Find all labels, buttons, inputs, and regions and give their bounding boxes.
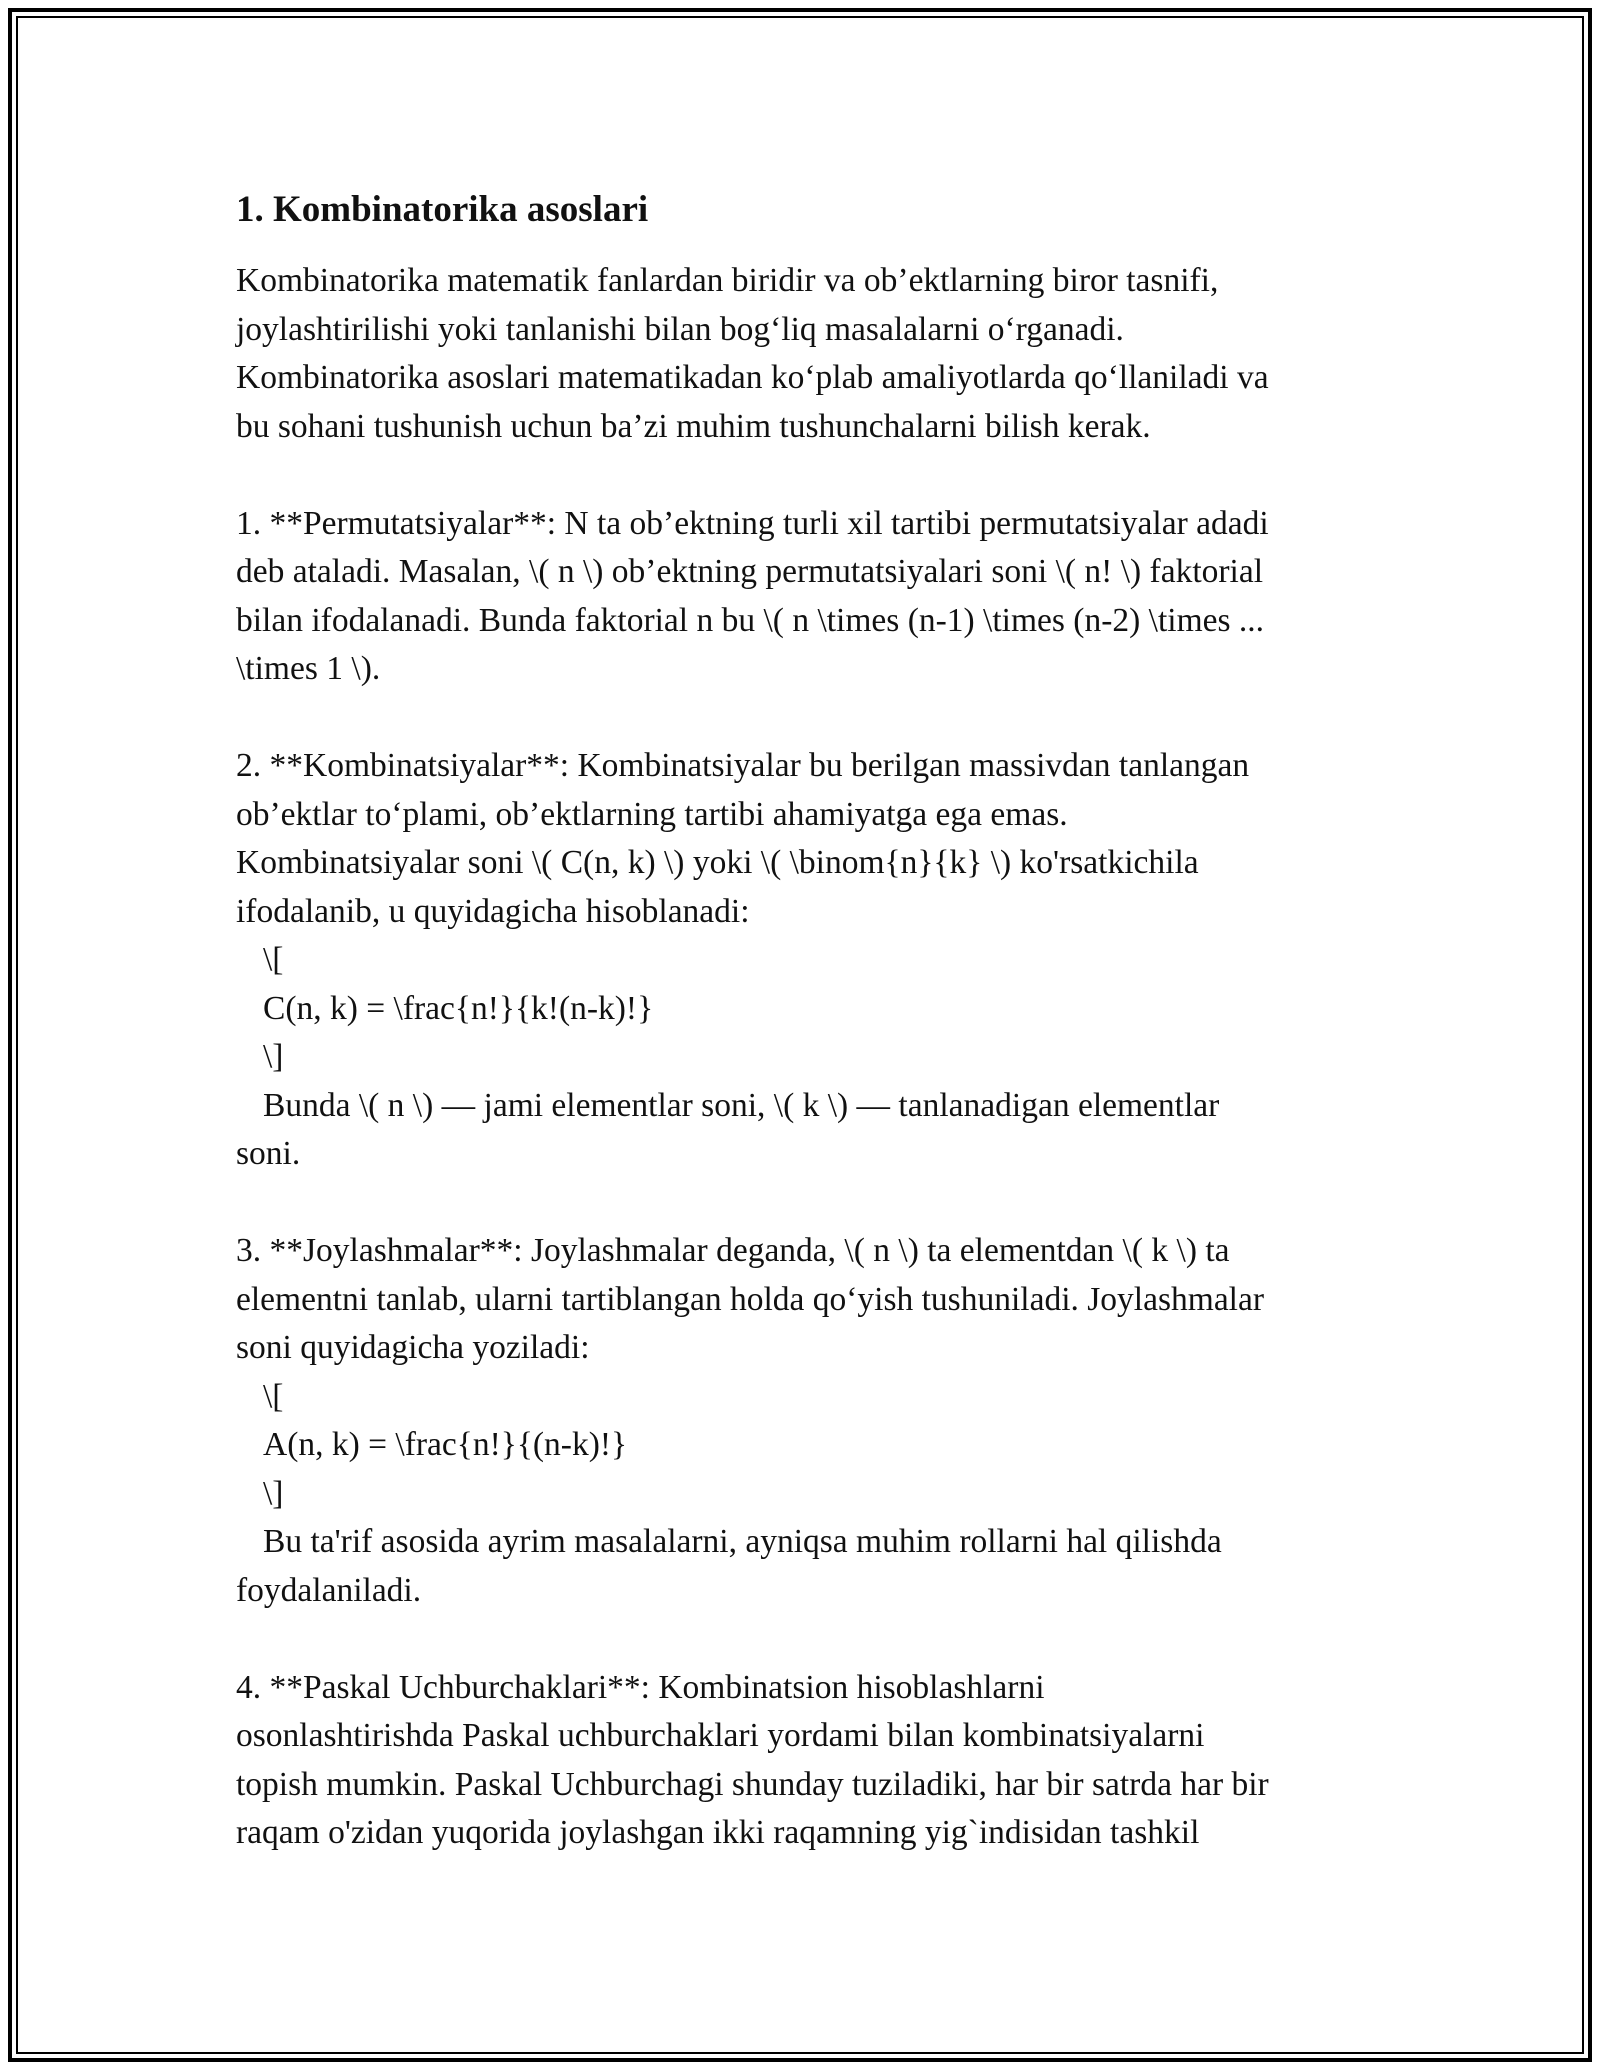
note-line: foydalaniladi.: [236, 1571, 422, 1609]
item-permutations: [236, 500, 1396, 694]
document-title: 1. Kombinatorika asoslari: [236, 189, 649, 230]
formula-line: \[: [263, 1377, 284, 1415]
item-line: 2. **Kombinatsiyalar**: Kombinatsiyalar bu berilgan massivdan tanlangan: [236, 747, 1250, 784]
formula-line: \]: [263, 1038, 284, 1075]
paragraph-gap: [236, 1179, 1396, 1228]
item-line: \times 1 \).: [236, 650, 381, 687]
item-pascal: [236, 1664, 1396, 1858]
formula-line: C(n, k) = \frac{n!}{k!(n-k)!}: [263, 989, 654, 1027]
item-line: 4. **Paskal Uchburchaklari**: Kombinatsion hisoblashlarni: [236, 1668, 1045, 1706]
item-line: topish mumkin. Paskal Uchburchagi shunday tuziladiki, har bir satrda har bir: [236, 1765, 1269, 1803]
formula-line: \]: [263, 1474, 284, 1512]
item-line: soni quyidagicha yoziladi:: [236, 1329, 590, 1366]
item-line: elementni tanlab, ularni tartiblangan holda qo‘yish tushuniladi. Joylashmalar: [236, 1280, 1265, 1318]
paragraph-gap: [236, 694, 1396, 743]
note-line: Bu ta'rif asosida ayrim masalalarni, ayniqsa muhim rollarni hal qilishda: [263, 1523, 1222, 1560]
paragraph-gap: [236, 1615, 1396, 1664]
item-line: osonlashtirishda Paskal uchburchaklari yordami bilan kombinatsiyalarni: [236, 1717, 1205, 1754]
intro-line: Kombinatorika matematik fanlardan biridir va ob’ektlarning biror tasnifi,: [236, 262, 1219, 299]
item-line: 3. **Joylashmalar**: Joylashmalar deganda, \( n \) ta elementdan \( k \) ta: [236, 1232, 1230, 1269]
item-arrangements: [236, 1227, 1396, 1615]
item-line: Kombinatsiyalar soni \( C(n, k) \) yoki \( \binom{n}{k} \) ko'rsatkichila: [236, 844, 1199, 881]
formula-line: A(n, k) = \frac{n!}{(n-k)!}: [263, 1426, 628, 1463]
note-line: soni.: [236, 1135, 301, 1172]
paragraph-gap: [236, 451, 1396, 500]
item-line: ob’ektlar to‘plami, ob’ektlarning tartibi ahamiyatga ega emas.: [236, 795, 1068, 833]
item-line: raqam o'zidan yuqorida joylashgan ikki raqamning yig`indisidan tashkil: [236, 1814, 1200, 1851]
intro-line: bu sohani tushunish uchun ba’zi muhim tushunchalarni bilish kerak.: [236, 407, 1151, 445]
intro-paragraph: [236, 257, 1396, 451]
item-combinations: [236, 742, 1396, 1179]
item-line: 1. **Permutatsiyalar**: N ta ob’ektning turli xil tartibi permutatsiyalar adadi: [236, 504, 1269, 542]
item-line: bilan ifodalanadi. Bunda faktorial n bu \( n \times (n-1) \times (n-2) \times ...: [236, 601, 1265, 639]
intro-line: Kombinatorika asoslari matematikadan ko‘plab amaliyotlarda qo‘llaniladi va: [236, 359, 1269, 396]
formula-line: \[: [263, 941, 284, 978]
note-line: Bunda \( n \) — jami elementlar soni, \( k \) — tanlanadigan elementlar: [263, 1086, 1220, 1124]
intro-line: joylashtirilishi yoki tanlanishi bilan bog‘liq masalalarni o‘rganadi.: [236, 310, 1124, 348]
item-line: ifodalanib, u quyidagicha hisoblanadi:: [236, 892, 750, 930]
item-line: deb ataladi. Masalan, \( n \) ob’ektning permutatsiyalari soni \( n! \) faktorial: [236, 553, 1264, 590]
document-body: [236, 186, 1396, 1858]
